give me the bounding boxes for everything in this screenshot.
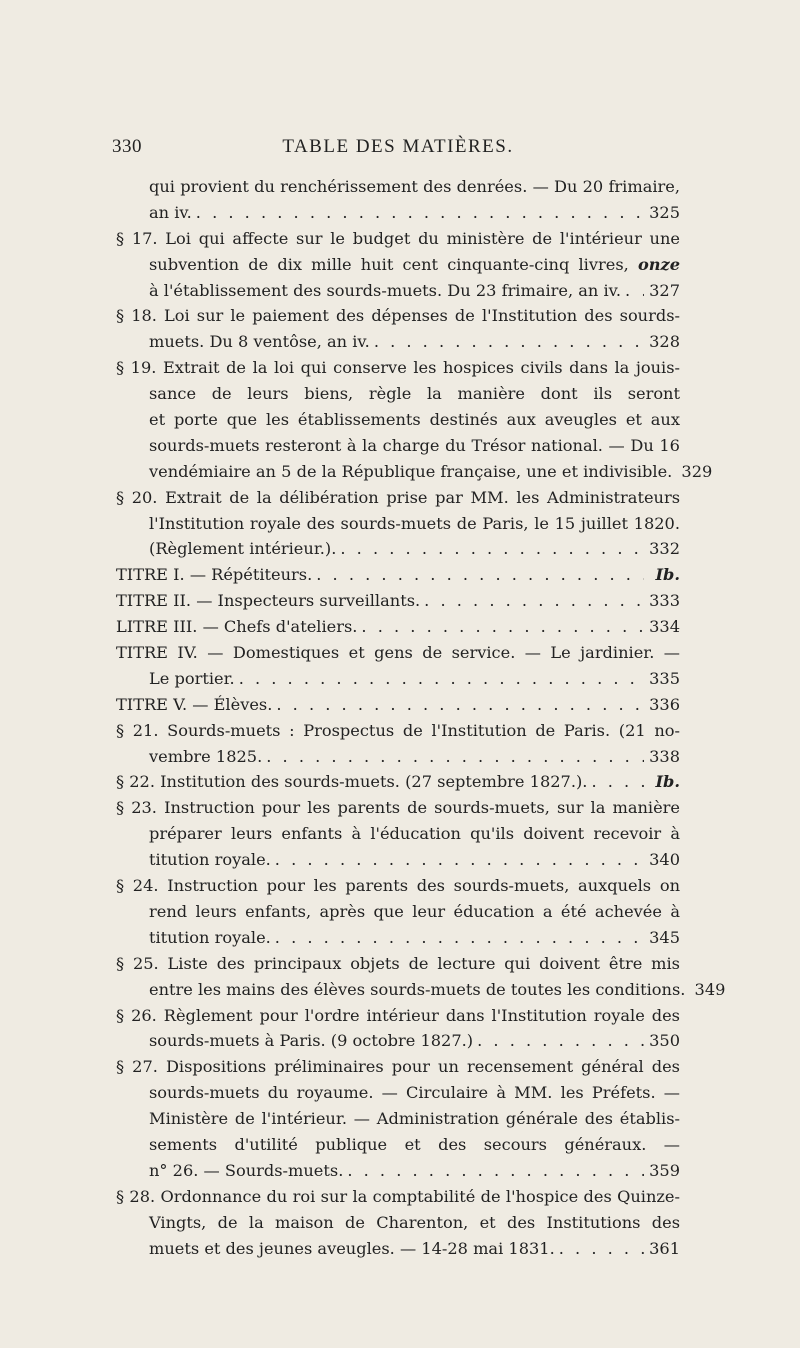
toc-entry-line: l'Institution royale des sourds-muets de Paris, le 15 juillet 1820. [149,513,680,533]
table-of-contents [116,174,726,1261]
toc-entry-text: LITRE III. — Chefs d'ateliers. [116,617,358,637]
page-number: 330 [112,136,142,157]
toc-entry-text: n° 26. — Sourds-muets. [149,1160,344,1180]
toc-entry [116,795,680,873]
dot-leader [196,200,644,226]
toc-entry-text: sourds-muets à Paris. (9 octobre 1827.) [149,1031,474,1051]
dot-leader [239,666,644,692]
toc-entry-text: vembre 1825. [149,746,263,766]
toc-page-number: 336 [649,694,680,714]
toc-entry-last-line [116,744,680,770]
toc-page-number: 350 [649,1031,680,1051]
toc-entry-text: Le portier. [149,668,235,688]
toc-entry [116,614,680,640]
toc-entry [116,485,680,563]
toc-entry-text: à l'établissement des sourds-muets. Du 23 frimaire, an iv. [149,280,622,300]
toc-entry-last-line [116,200,680,226]
toc-entry-line: sourds-muets du royaume. — Circulaire à MM. les Préfets. — [149,1083,680,1103]
toc-entry-text: an iv. [149,202,192,222]
toc-entry-line: sance de leurs biens, règle la manière dont ils seront [149,384,680,404]
toc-entry [116,951,726,1003]
toc-entry-last-line [116,666,680,692]
toc-entry-line: préparer leurs enfants à l'éducation qu'ils doivent recevoir à [149,824,680,844]
toc-entry-text: TITRE II. — Inspecteurs surveillants. [116,591,421,611]
toc-entry-last-line [116,1158,680,1184]
dot-leader [340,536,644,562]
toc-entry-line: § 21. Sourds-muets : Prospectus de l'Institution de Paris. (21 no- [116,720,680,740]
dot-leader [559,1236,644,1262]
page-header [112,136,684,166]
toc-entry-text: muets et des jeunes aveugles. — 14-28 mai 1831. [149,1238,555,1258]
toc-page-number: 333 [649,591,680,611]
toc-entry-last-line [116,1028,680,1054]
toc-entry-last-line [116,459,713,485]
toc-entry-last-line [116,588,680,614]
toc-entry-line: § 19. Extrait de la loi qui conserve les hospices civils dans la jouis- [116,358,680,378]
toc-entry [116,1054,680,1183]
toc-entry [116,174,680,226]
toc-entry-text: § 22. Institution des sourds-muets. (27 septembre 1827.). [116,772,588,792]
toc-entry [116,303,680,355]
toc-entry [116,355,713,484]
toc-entry-text: entre les mains des élèves sourds-muets de toutes les conditions. [149,979,686,999]
toc-entry-last-line [116,977,726,1003]
toc-entry-last-line [116,614,680,640]
toc-entry [116,769,680,795]
dot-leader [275,847,644,873]
toc-page-number: 340 [649,850,680,870]
toc-entry-last-line [116,278,680,304]
toc-entry-last-line [116,536,680,562]
toc-page-number: 359 [649,1160,680,1180]
toc-entry [116,873,680,951]
toc-entry-line: § 24. Instruction pour les parents des sourds-muets, auxquels on [116,876,680,896]
toc-page-number: 328 [649,332,680,352]
toc-entry-line: Vingts, de la maison de Charenton, et des Institutions des [149,1212,680,1232]
dot-leader [591,769,644,795]
toc-entry-text: (Règlement intérieur.). [149,539,337,559]
toc-entry [116,562,680,588]
toc-entry-line: § 28. Ordonnance du roi sur la comptabilité de l'hospice des Quinze- [116,1186,680,1206]
toc-page-number: 345 [649,927,680,947]
toc-page-number: 327 [649,280,680,300]
toc-entry [116,692,680,718]
dot-leader [625,278,644,304]
toc-entry-line: § 17. Loi qui affecte sur le budget du ministère de l'intérieur une [116,228,680,248]
dot-leader [316,562,644,588]
dot-leader [424,588,644,614]
toc-entry-line: subvention de dix mille huit cent cinquante-cinq livres, onze [149,254,680,274]
dot-leader [347,1158,644,1184]
toc-entry-last-line [116,925,680,951]
dot-leader [266,744,644,770]
toc-entry-text: TITRE I. — Répétiteurs. [116,565,313,585]
toc-entry [116,588,680,614]
toc-entry-line: § 18. Loi sur le paiement des dépenses de l'Institution des sourds- [116,306,680,326]
toc-entry-last-line [116,562,680,588]
toc-entry-last-line [116,769,680,795]
toc-entry-line: § 25. Liste des principaux objets de lecture qui doivent être mis [116,953,680,973]
toc-entry-line: sourds-muets resteront à la charge du Trésor national. — Du 16 [149,435,680,455]
toc-page-number: Ib. [655,565,680,585]
running-title: TABLE DES MATIÈRES. [282,136,514,157]
toc-entry-line: § 27. Dispositions préliminaires pour un recensement général des [116,1057,680,1077]
toc-entry [116,640,680,692]
toc-entry-line: § 20. Extrait de la délibération prise par MM. les Administrateurs [116,487,680,507]
toc-entry-line: qui provient du renchérissement des denrées. — Du 20 frimaire, [149,177,680,196]
toc-entry-last-line [116,329,680,355]
toc-entry-last-line [116,692,680,718]
toc-entry-text: vendémiaire an 5 de la République française, une et indivisible. [149,461,673,481]
toc-entry-line: Ministère de l'intérieur. — Administration générale des établis- [149,1109,680,1129]
toc-page-number: 334 [649,617,680,637]
toc-entry-text: titution royale. [149,927,271,947]
toc-entry-line: § 23. Instruction pour les parents de sourds-muets, sur la manière [116,798,680,818]
toc-page-number: 361 [649,1238,680,1258]
toc-entry-text: TITRE V. — Élèves. [116,694,273,714]
dot-leader [276,692,644,718]
toc-entry-text: muets. Du 8 ventôse, an iv. [149,332,370,352]
toc-page-number: 335 [649,668,680,688]
toc-entry-line: sements d'utilité publique et des secours généraux. — [149,1134,680,1154]
toc-entry-line: TITRE IV. — Domestiques et gens de service. — Le jardinier. — [116,643,680,663]
toc-page-number: 332 [649,539,680,559]
toc-entry [116,1184,680,1262]
dot-leader [374,329,644,355]
toc-entry-last-line [116,1236,680,1262]
toc-entry-line: et porte que les établissements destinés aux aveugles et aux [149,410,680,430]
toc-entry-line: rend leurs enfants, après que leur éducation a été achevée à [149,901,680,921]
dot-leader [477,1028,644,1054]
toc-entry-last-line [116,847,680,873]
toc-entry-line: § 26. Règlement pour l'ordre intérieur dans l'Institution royale des [116,1005,680,1025]
toc-page-number: 349 [694,979,726,999]
toc-entry [116,226,680,304]
dot-leader [275,925,644,951]
dot-leader [361,614,644,640]
toc-page-number: 325 [649,202,680,222]
toc-page-number: Ib. [655,772,680,792]
toc-entry [116,1003,680,1055]
toc-page-number: 329 [681,461,713,481]
toc-page-number: 338 [649,746,680,766]
toc-entry [116,718,680,770]
toc-entry-text: titution royale. [149,850,271,870]
